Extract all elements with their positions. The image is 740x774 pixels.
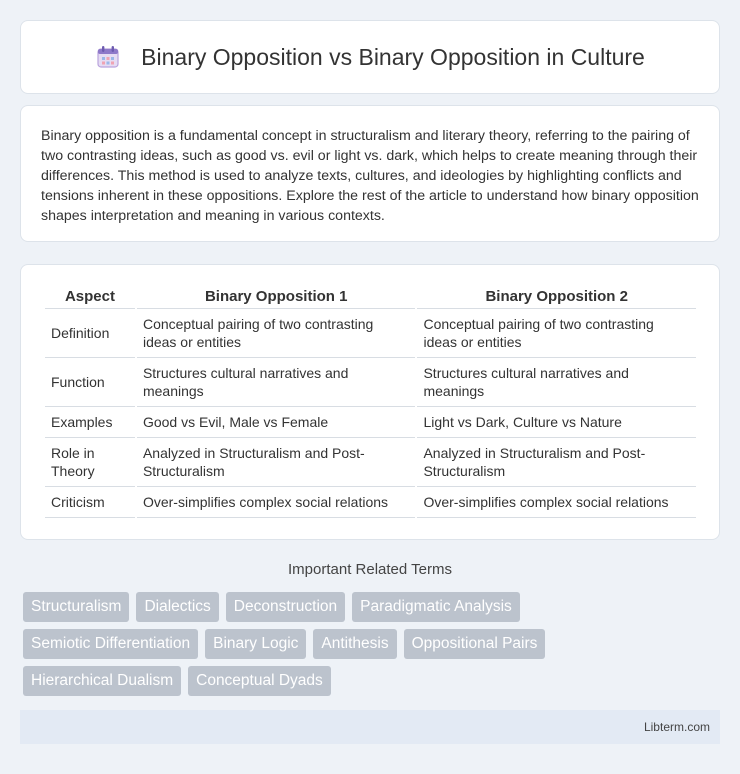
- tag-structuralism[interactable]: Structuralism: [23, 592, 129, 622]
- cell-aspect: Function: [45, 358, 135, 407]
- tag-antithesis[interactable]: Antithesis: [313, 629, 396, 659]
- table-row: [45, 438, 696, 487]
- cell-opposition-2: Over-simplifies complex social relations: [417, 487, 696, 518]
- cell-opposition-1: Over-simplifies complex social relations: [137, 487, 416, 518]
- cell-opposition-1: Conceptual pairing of two contrasting ideas or entities: [137, 309, 416, 358]
- cell-opposition-1: Good vs Evil, Male vs Female: [137, 407, 416, 438]
- tag-paradigmatic-analysis[interactable]: Paradigmatic Analysis: [352, 592, 520, 622]
- cell-opposition-2: Light vs Dark, Culture vs Nature: [417, 407, 696, 438]
- tag-hierarchical-dualism[interactable]: Hierarchical Dualism: [23, 666, 181, 696]
- tag-oppositional-pairs[interactable]: Oppositional Pairs: [404, 629, 546, 659]
- cell-opposition-1: Analyzed in Structuralism and Post-Structuralism: [137, 438, 416, 487]
- tag-conceptual-dyads[interactable]: Conceptual Dyads: [188, 666, 331, 696]
- tag-dialectics[interactable]: Dialectics: [136, 592, 218, 622]
- cell-aspect: Examples: [45, 407, 135, 438]
- cell-opposition-1: Structures cultural narratives and meanings: [137, 358, 416, 407]
- footer-brand-link[interactable]: Libterm.com: [643, 720, 710, 734]
- calendar-icon: [95, 44, 121, 70]
- intro-card: [20, 105, 720, 242]
- cell-opposition-2: Conceptual pairing of two contrasting ideas or entities: [417, 309, 696, 358]
- header-opposition-2: Binary Opposition 2: [417, 287, 696, 309]
- page-title: Binary Opposition vs Binary Opposition in Culture: [141, 43, 645, 70]
- table-row: [45, 309, 696, 358]
- cell-aspect: Role in Theory: [45, 438, 135, 487]
- tag-deconstruction[interactable]: Deconstruction: [226, 592, 345, 622]
- title-card: [20, 20, 720, 94]
- table-row: [45, 358, 696, 407]
- tag-semiotic-differentiation[interactable]: Semiotic Differentiation: [23, 629, 198, 659]
- table-row: [45, 487, 696, 518]
- tag-binary-logic[interactable]: Binary Logic: [205, 629, 306, 659]
- cell-opposition-2: Analyzed in Structuralism and Post-Structuralism: [417, 438, 696, 487]
- header-aspect: Aspect: [45, 287, 135, 309]
- cell-aspect: Definition: [45, 309, 135, 358]
- footer: [20, 710, 720, 744]
- cell-aspect: Criticism: [45, 487, 135, 518]
- comparison-table: [43, 287, 698, 518]
- table-row: [45, 407, 696, 438]
- related-terms-list: [23, 592, 723, 703]
- intro-paragraph: Binary opposition is a fundamental concept in structuralism and literary theory, referring to the pairing of two contrasting ideas, such as good vs. evil or light vs. dark, which helps to create meaning through their differences. This method is used to analyze texts, cultures, and ideologies by highlighting conflicts and tensions inherent in these oppositions. Explore the rest of the article to understand how binary opposition shapes interpretation and meaning in various contexts.: [41, 128, 699, 224]
- cell-opposition-2: Structures cultural narratives and meanings: [417, 358, 696, 407]
- related-terms-heading: Important Related Terms: [288, 561, 452, 578]
- header-opposition-1: Binary Opposition 1: [137, 287, 416, 309]
- comparison-table-card: [20, 264, 720, 540]
